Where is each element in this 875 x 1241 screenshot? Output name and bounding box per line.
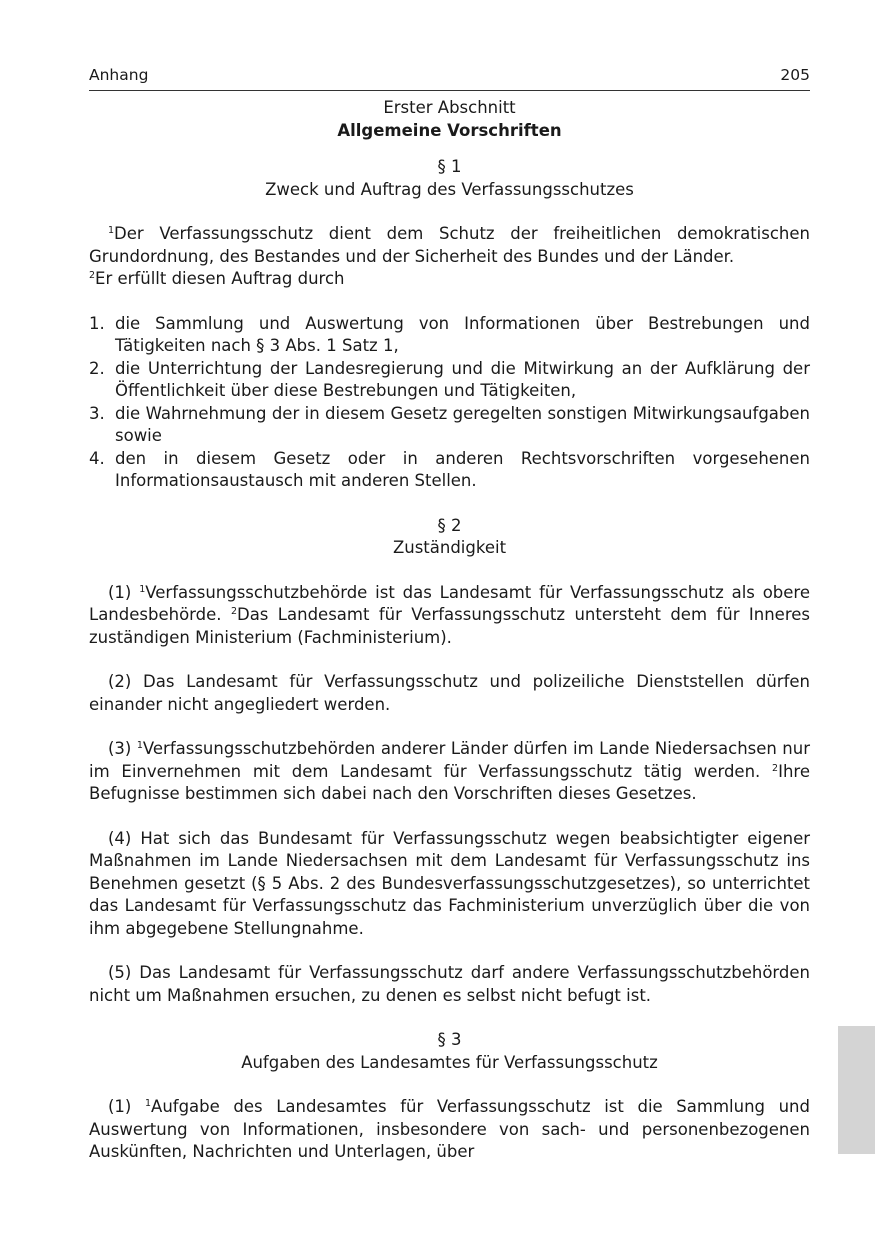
paragraph-1-title: Zweck und Auftrag des Verfassungsschutzes [265, 179, 634, 199]
sentence-marker: 2 [230, 606, 237, 617]
sentence-marker: 1 [136, 740, 143, 751]
paragraph-1-intro [89, 268, 810, 291]
sentence-text: Aufgabe des Landesamtes für Verfassungsschutz ist die Sammlung und Auswertung von Informationen, insbesondere von sach- und personenbezogenen Auskünften, Nachrichten und Unterlagen, über [89, 1097, 810, 1161]
sentence-text: Verfassungsschutzbehörde ist das Landesamt für Verfassungsschutz als obere Landesbehörde. [89, 582, 810, 624]
list-item-text: die Unterrichtung der Landesregierung und die Mitwirkung an der Aufklärung der Öffentlichkeit über diese Bestrebungen und Tätigkeiten, [115, 358, 810, 400]
paragraph-3-section-1 [89, 1096, 810, 1164]
running-header [89, 66, 810, 91]
subsection-label: (1) [108, 1097, 145, 1116]
sentence-marker: 2 [89, 270, 96, 281]
list-item-text: den in diesem Gesetz oder in anderen Rechtsvorschriften vorgesehenen Informationsaustausch mit anderen Stellen. [115, 448, 810, 490]
page-number: 205 [780, 66, 810, 84]
section-heading: Erster Abschnitt [383, 98, 516, 117]
sentence-text: Das Landesamt für Verfassungsschutz untersteht dem für Inneres zuständigen Ministerium (Fachministerium). [89, 605, 810, 647]
section-subheading: Allgemeine Vorschriften [337, 120, 562, 140]
list-item-text: die Wahrnehmung der in diesem Gesetz geregelten sonstigen Mitwirkungsaufgaben sowie [115, 403, 810, 445]
sentence-text: Verfassungsschutzbehörden anderer Länder dürfen im Lande Niedersachsen nur im Einvernehmen mit dem Landesamt für Verfassungsschutz tätig werden. [89, 739, 811, 781]
paragraph-1-number: § 1 [437, 157, 462, 176]
sentence-marker: 1 [144, 1098, 152, 1109]
page-body [89, 97, 810, 1164]
subsection-label: (1) [108, 582, 140, 602]
list-item [89, 358, 810, 403]
list-item-number: 3. [89, 403, 105, 423]
list-item-number: 4. [89, 448, 105, 468]
sentence-text: Ihre Befugnisse bestimmen sich dabei nach den Vorschriften dieses Gesetzes. [89, 761, 810, 803]
list-item [89, 403, 810, 448]
paragraph-2-section-4: (4) Hat sich das Bundesamt für Verfassungsschutz wegen beabsichtigter eigener Maßnahmen im Lande Niedersachsen mit dem Landesamt für Verfassungsschutz ins Benehmen gesetzt (§ 5 Abs. 2 des Bundesverfassungsschutzgesetzes), so unterrichtet das Landesamt für Verfassungsschutz das Fachministerium unverzüglich über die von ihm abgegebene Stellungnahme. [89, 828, 810, 938]
chapter-thumb-tab [838, 1026, 875, 1154]
list-item [89, 448, 810, 493]
subsection-label: (3) [108, 739, 137, 758]
header-section-label: Anhang [89, 66, 149, 84]
paragraph-2-title: Zuständigkeit [392, 538, 507, 557]
sentence-marker: 1 [108, 225, 115, 236]
paragraph-2-section-5: (5) Das Landesamt für Verfassungsschutz darf andere Verfassungsschutzbehörden nicht um Maßnahmen ersuchen, zu denen es selbst nicht befugt ist. [89, 963, 810, 1005]
paragraph-2-section-2: (2) Das Landesamt für Verfassungsschutz und polizeiliche Dienststellen dürfen einander nicht angegliedert werden. [89, 672, 810, 714]
paragraph-3-title: Aufgaben des Landesamtes für Verfassungsschutz [241, 1052, 658, 1072]
paragraph-2-number: § 2 [437, 515, 462, 535]
paragraph-3-number: § 3 [437, 1030, 462, 1049]
sentence-text: Er erfüllt diesen Auftrag durch [95, 269, 345, 288]
paragraph-2-section-3 [89, 738, 810, 806]
list-item-number: 1. [89, 313, 105, 333]
list-item [89, 313, 810, 358]
paragraph-1-text [89, 223, 810, 268]
paragraph-2-section-1 [89, 582, 810, 650]
list-item-number: 2. [89, 358, 105, 378]
sentence-marker: 1 [139, 583, 146, 595]
list-item-text: die Sammlung und Auswertung von Informationen über Bestrebungen und Tätigkeiten nach § 3 Abs. 1 Satz 1, [115, 313, 810, 355]
sentence-marker: 2 [772, 762, 779, 774]
sentence-text: Der Verfassungsschutz dient dem Schutz der freiheitlichen demokratischen Grundordnung, des Bestandes und der Sicherheit des Bundes und der Länder. [89, 224, 810, 266]
